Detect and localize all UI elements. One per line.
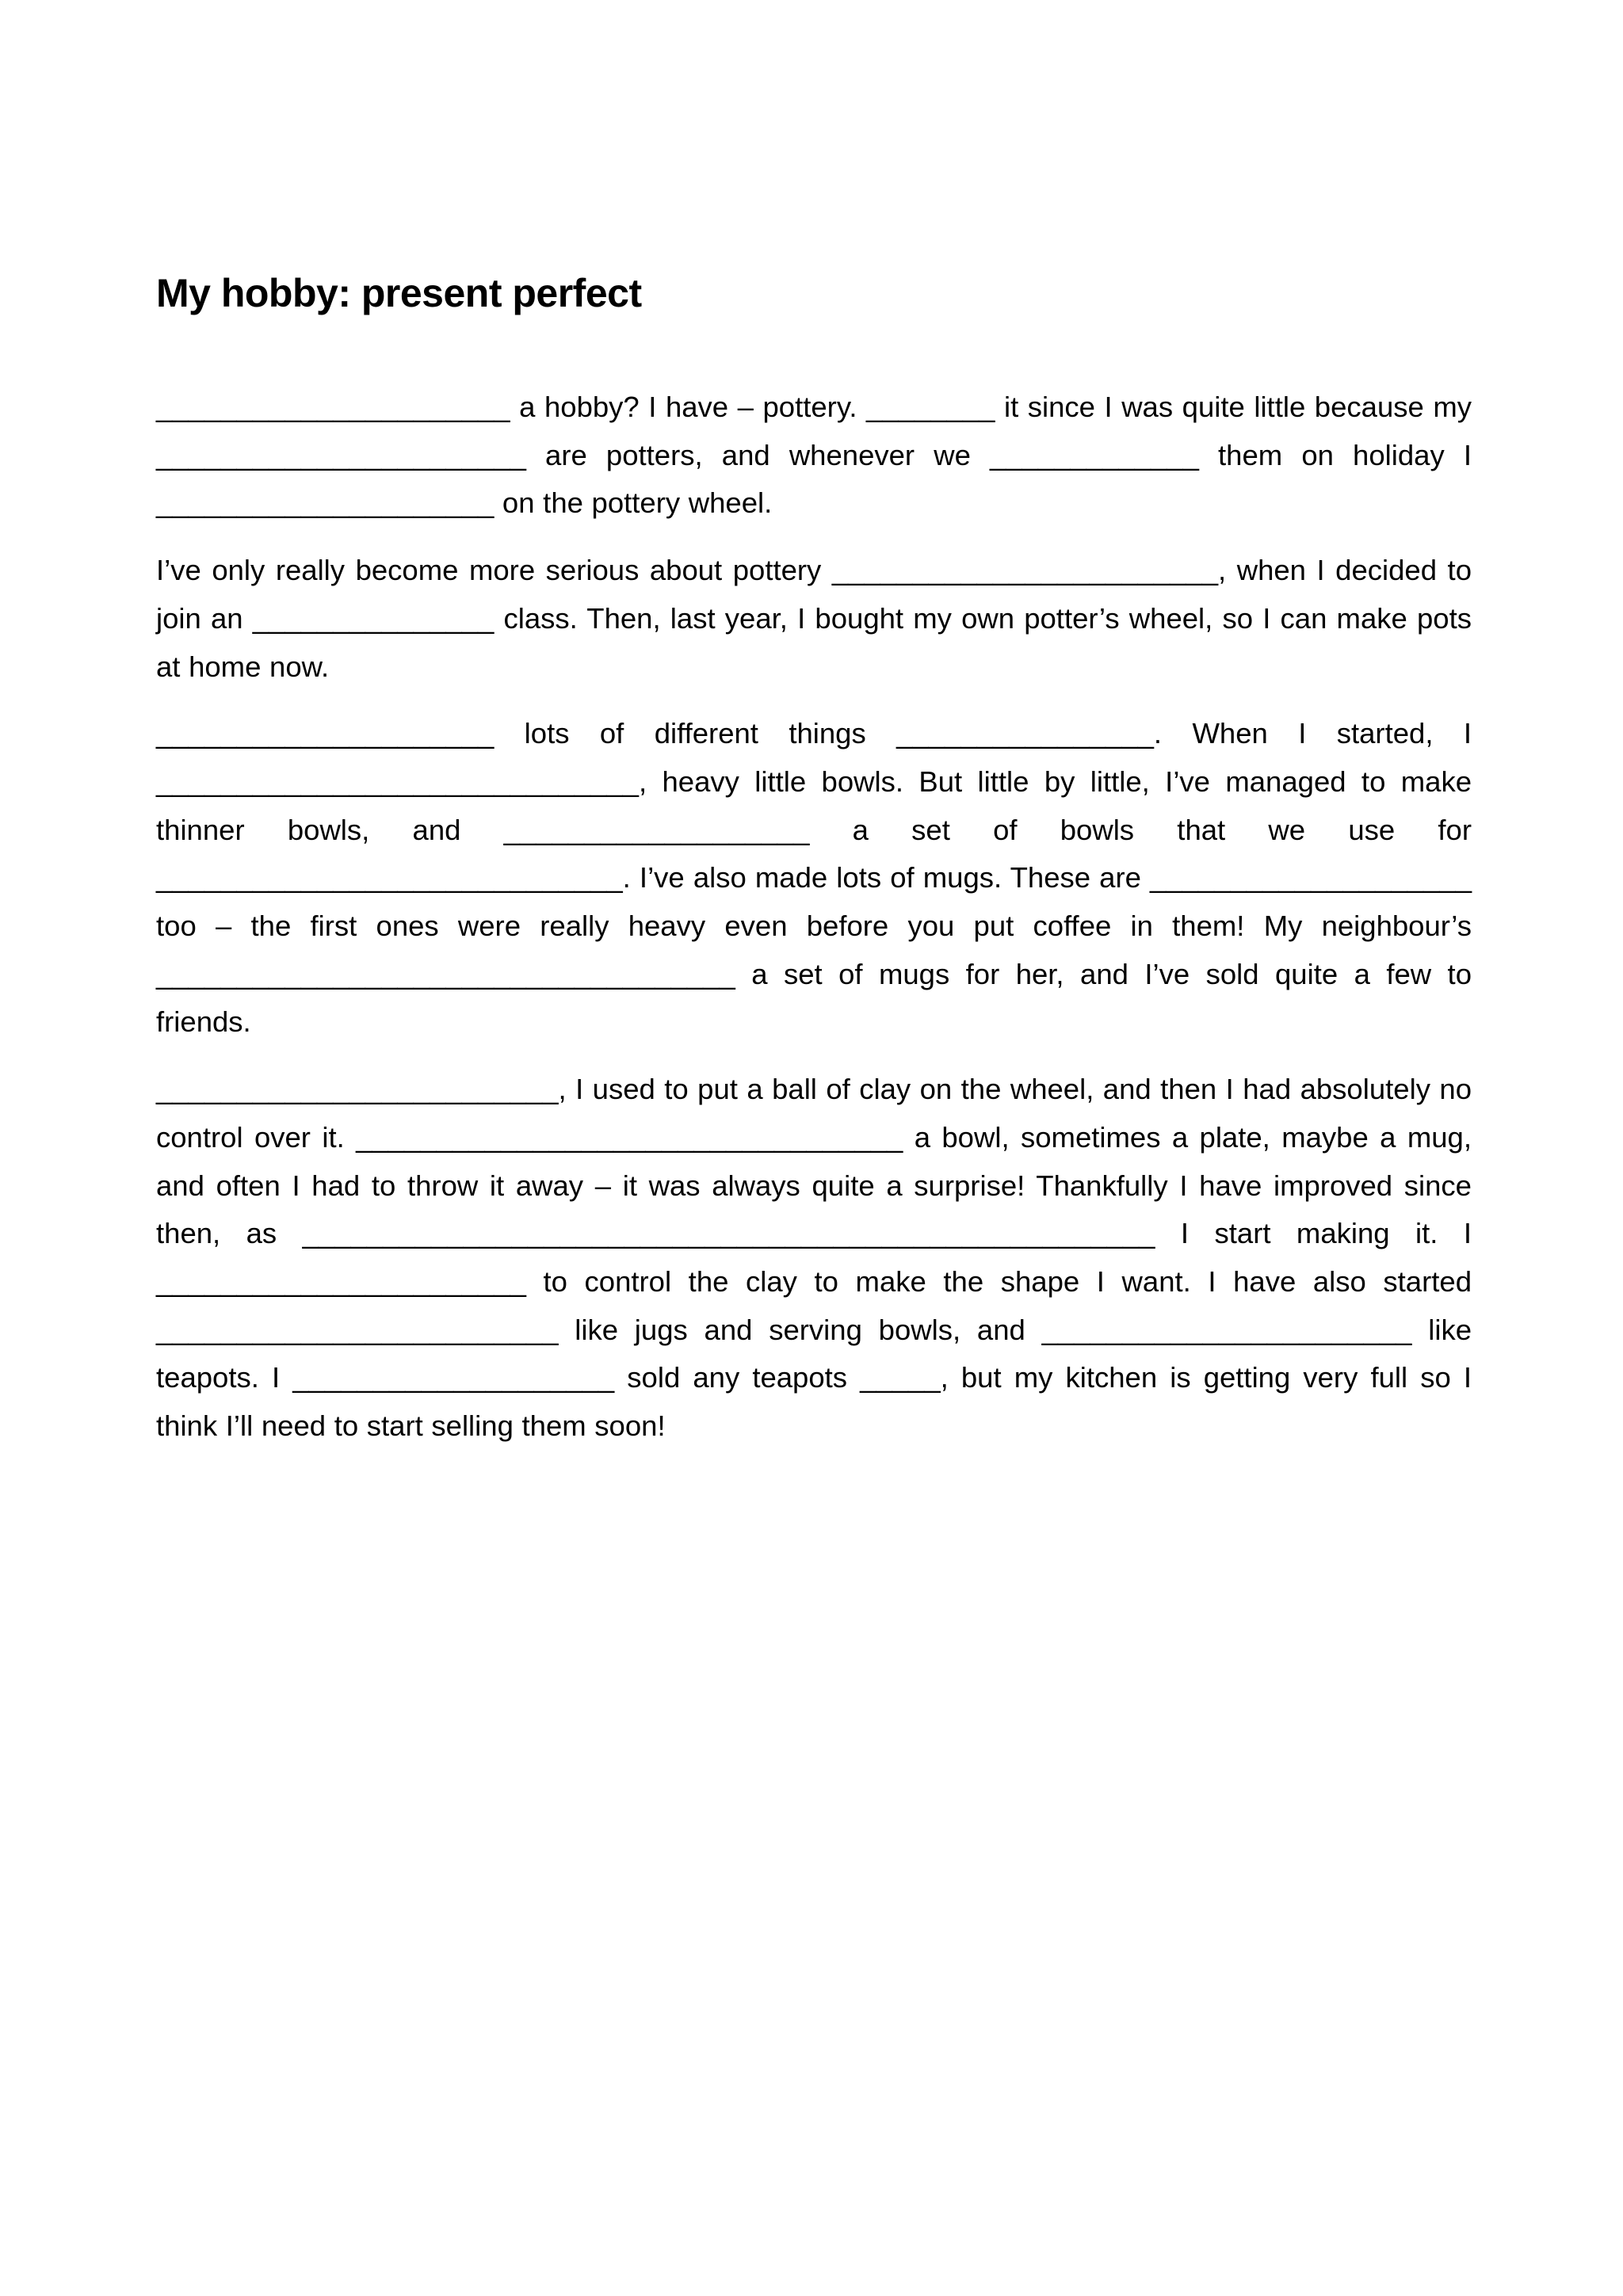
paragraph-2: I’ve only really become more serious about pottery ________________________, when I decided to join an _______________ class. Then, last year, I bought my own potter’s wheel, so I can make pots at home now.	[156, 554, 1472, 683]
title-spacer	[156, 325, 1472, 383]
paragraph-4: _________________________, I used to put a ball of clay on the wheel, and then I had absolutely no control over it. __________________________________ a bowl, sometimes a plate, maybe a mug, and often I had to throw it away – it was always quite a surprise! Thankfully I have improved since then, as _____________________________________________________ I start making it. I _______________________ to control the clay to make the shape I want. I have also started _________________________ like jugs and serving bowls, and _______________________ like teapots. I ____________________ sold any teapots _____, but my kitchen is getting very full so I think I’ll need to start selling them soon!	[156, 1073, 1472, 1443]
worksheet-content	[156, 261, 1472, 1451]
paragraph-1: ______________________ a hobby? I have – pottery. ________ it since I was quite little because my _______________________ are potters, and whenever we _____________ them on holiday I _____________________ on the pottery wheel.	[156, 391, 1472, 520]
paragraph-3: _____________________ lots of different things ________________. When I started, I ______________________________, heavy little bowls. But little by little, I’ve managed to make thinner bowls, and ___________________ a set of bowls that we use for _____________________________. I’ve also made lots of mugs. These are ____________________ too – the first ones were really heavy even before you put coffee in them! My neighbour’s ____________________________________ a set of mugs for her, and I’ve sold quite a few to friends.	[156, 717, 1472, 1039]
page-title: My hobby: present perfect	[156, 271, 642, 315]
